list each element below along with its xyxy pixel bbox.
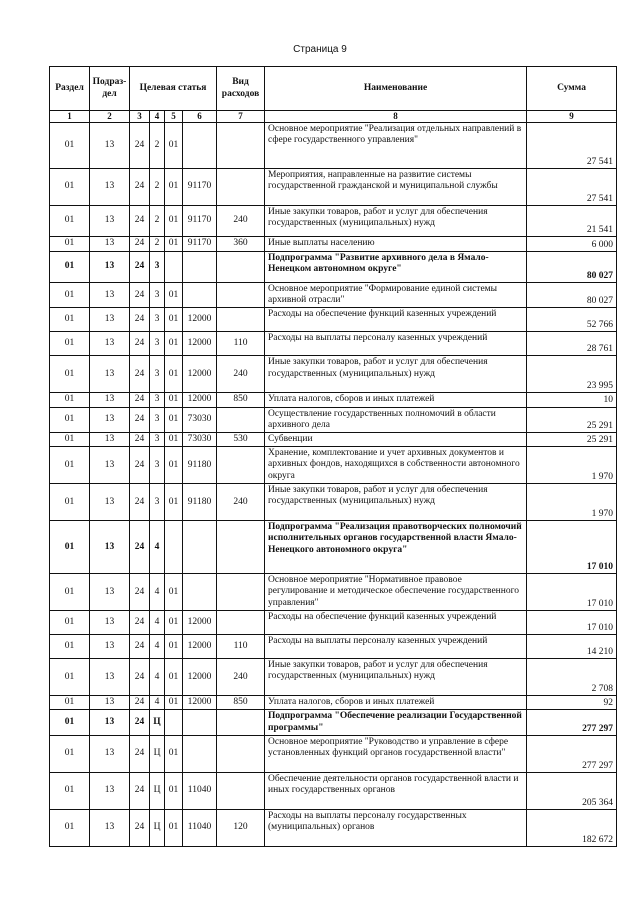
row-podrazdel: 13 [90, 735, 130, 772]
table-row [50, 710, 617, 735]
row-vid-rashodov [217, 772, 265, 809]
row-naimenovanie: Основное мероприятие "Формирование единой системы архивной отрасли" [265, 283, 527, 308]
row-podrazdel: 13 [90, 393, 130, 407]
row-podrazdel: 13 [90, 710, 130, 735]
row-summa: 27 541 [527, 123, 617, 169]
row-celevaya-4: 12000 [183, 393, 217, 407]
row-vid-rashodov [217, 308, 265, 332]
row-celevaya-2: 3 [150, 283, 165, 308]
row-vid-rashodov: 120 [217, 809, 265, 846]
table-row [50, 484, 617, 521]
row-vid-rashodov [217, 710, 265, 735]
row-razdel: 01 [50, 433, 90, 447]
table-row [50, 635, 617, 659]
table-row [50, 696, 617, 710]
row-celevaya-1: 24 [130, 169, 150, 206]
row-summa: 1 970 [527, 484, 617, 521]
row-summa: 205 364 [527, 772, 617, 809]
col-number: 1 [50, 111, 90, 123]
row-celevaya-1: 24 [130, 735, 150, 772]
row-celevaya-1: 24 [130, 237, 150, 252]
row-celevaya-3 [165, 252, 183, 283]
row-celevaya-2: 4 [150, 635, 165, 659]
row-razdel: 01 [50, 635, 90, 659]
row-razdel: 01 [50, 574, 90, 611]
row-summa: 80 027 [527, 283, 617, 308]
row-razdel: 01 [50, 123, 90, 169]
row-vid-rashodov [217, 169, 265, 206]
row-celevaya-1: 24 [130, 710, 150, 735]
row-celevaya-4 [183, 574, 217, 611]
row-celevaya-3: 01 [165, 574, 183, 611]
row-celevaya-4: 12000 [183, 356, 217, 393]
row-razdel: 01 [50, 659, 90, 696]
row-vid-rashodov [217, 283, 265, 308]
row-vid-rashodov: 360 [217, 237, 265, 252]
row-vid-rashodov: 530 [217, 433, 265, 447]
header-summa: Сумма [527, 67, 617, 111]
row-naimenovanie: Расходы на обеспечение функций казенных учреждений [265, 611, 527, 635]
row-celevaya-3: 01 [165, 237, 183, 252]
row-celevaya-1: 24 [130, 407, 150, 432]
row-summa: 182 672 [527, 809, 617, 846]
row-celevaya-3: 01 [165, 169, 183, 206]
table-row [50, 206, 617, 237]
row-razdel: 01 [50, 809, 90, 846]
table-row [50, 169, 617, 206]
header-row [50, 67, 617, 111]
row-naimenovanie: Иные закупки товаров, работ и услуг для обеспечения государственных (муниципальных) нужд [265, 484, 527, 521]
row-podrazdel: 13 [90, 447, 130, 484]
table-row [50, 407, 617, 432]
row-celevaya-3: 01 [165, 484, 183, 521]
row-summa: 17 010 [527, 574, 617, 611]
row-naimenovanie: Осуществление государственных полномочий в области архивного дела [265, 407, 527, 432]
table-row [50, 574, 617, 611]
table-row [50, 308, 617, 332]
row-celevaya-3: 01 [165, 809, 183, 846]
row-razdel: 01 [50, 484, 90, 521]
row-summa: 277 297 [527, 710, 617, 735]
row-celevaya-4: 91170 [183, 169, 217, 206]
row-celevaya-4: 12000 [183, 696, 217, 710]
row-naimenovanie: Иные закупки товаров, работ и услуг для обеспечения государственных (муниципальных) нужд [265, 206, 527, 237]
row-summa: 6 000 [527, 237, 617, 252]
header-razdel: Раздел [50, 67, 90, 111]
row-celevaya-2: 3 [150, 447, 165, 484]
table-row [50, 447, 617, 484]
row-podrazdel: 13 [90, 252, 130, 283]
table-row [50, 521, 617, 574]
row-naimenovanie: Основное мероприятие "Реализация отдельных направлений в сфере государственного управления" [265, 123, 527, 169]
row-podrazdel: 13 [90, 169, 130, 206]
row-vid-rashodov: 110 [217, 332, 265, 356]
row-celevaya-2: 2 [150, 169, 165, 206]
table-row [50, 393, 617, 407]
header-celevaya-statya: Целевая статья [130, 67, 217, 111]
row-celevaya-4 [183, 252, 217, 283]
row-podrazdel: 13 [90, 696, 130, 710]
row-celevaya-3: 01 [165, 659, 183, 696]
row-celevaya-1: 24 [130, 484, 150, 521]
budget-table [49, 66, 617, 847]
row-razdel: 01 [50, 206, 90, 237]
row-celevaya-1: 24 [130, 696, 150, 710]
row-naimenovanie: Мероприятия, направленные на развитие системы государственной гражданской и муниципальной службы [265, 169, 527, 206]
row-summa: 21 541 [527, 206, 617, 237]
row-celevaya-3: 01 [165, 206, 183, 237]
row-celevaya-3: 01 [165, 447, 183, 484]
row-celevaya-2: Ц [150, 710, 165, 735]
row-celevaya-3 [165, 521, 183, 574]
row-celevaya-1: 24 [130, 433, 150, 447]
row-celevaya-4: 11040 [183, 809, 217, 846]
table-row [50, 659, 617, 696]
table-row [50, 772, 617, 809]
row-celevaya-3: 01 [165, 433, 183, 447]
row-razdel: 01 [50, 332, 90, 356]
col-number: 4 [150, 111, 165, 123]
row-celevaya-4: 12000 [183, 659, 217, 696]
row-celevaya-4 [183, 735, 217, 772]
row-podrazdel: 13 [90, 521, 130, 574]
row-celevaya-1: 24 [130, 635, 150, 659]
row-celevaya-2: Ц [150, 735, 165, 772]
col-number: 5 [165, 111, 183, 123]
row-podrazdel: 13 [90, 407, 130, 432]
table-row [50, 356, 617, 393]
row-razdel: 01 [50, 308, 90, 332]
row-celevaya-2: 4 [150, 574, 165, 611]
row-celevaya-1: 24 [130, 393, 150, 407]
row-celevaya-2: 3 [150, 308, 165, 332]
row-celevaya-3: 01 [165, 611, 183, 635]
row-celevaya-1: 24 [130, 574, 150, 611]
row-celevaya-2: 3 [150, 252, 165, 283]
row-podrazdel: 13 [90, 123, 130, 169]
row-celevaya-3 [165, 710, 183, 735]
row-naimenovanie: Субвенции [265, 433, 527, 447]
row-celevaya-3: 01 [165, 332, 183, 356]
table-row [50, 252, 617, 283]
row-vid-rashodov [217, 252, 265, 283]
header-naimenovanie: Наименование [265, 67, 527, 111]
row-celevaya-4 [183, 123, 217, 169]
row-celevaya-1: 24 [130, 332, 150, 356]
row-summa: 52 766 [527, 308, 617, 332]
row-celevaya-3: 01 [165, 283, 183, 308]
row-razdel: 01 [50, 696, 90, 710]
row-naimenovanie: Расходы на выплаты персоналу казенных учреждений [265, 332, 527, 356]
row-celevaya-1: 24 [130, 611, 150, 635]
row-vid-rashodov [217, 521, 265, 574]
row-celevaya-1: 24 [130, 521, 150, 574]
row-vid-rashodov: 240 [217, 356, 265, 393]
row-podrazdel: 13 [90, 574, 130, 611]
row-celevaya-3: 01 [165, 635, 183, 659]
page-number-label: Страница 9 [293, 44, 347, 55]
row-razdel: 01 [50, 252, 90, 283]
row-celevaya-4 [183, 710, 217, 735]
row-celevaya-4 [183, 283, 217, 308]
row-vid-rashodov: 240 [217, 484, 265, 521]
table-row [50, 123, 617, 169]
row-celevaya-4: 91170 [183, 206, 217, 237]
row-celevaya-1: 24 [130, 283, 150, 308]
row-naimenovanie: Расходы на выплаты персоналу государственных (муниципальных) органов [265, 809, 527, 846]
row-vid-rashodov: 240 [217, 659, 265, 696]
row-celevaya-2: 2 [150, 123, 165, 169]
row-celevaya-2: 4 [150, 521, 165, 574]
row-vid-rashodov: 850 [217, 393, 265, 407]
row-vid-rashodov [217, 574, 265, 611]
row-podrazdel: 13 [90, 332, 130, 356]
table-row [50, 611, 617, 635]
row-celevaya-2: 3 [150, 356, 165, 393]
row-celevaya-2: 3 [150, 393, 165, 407]
header-podrazdel: Подраз-дел [90, 67, 130, 111]
row-summa: 1 970 [527, 447, 617, 484]
row-celevaya-3: 01 [165, 308, 183, 332]
row-vid-rashodov [217, 611, 265, 635]
row-celevaya-1: 24 [130, 659, 150, 696]
row-razdel: 01 [50, 735, 90, 772]
row-celevaya-3: 01 [165, 696, 183, 710]
table-row [50, 237, 617, 252]
row-celevaya-1: 24 [130, 252, 150, 283]
row-podrazdel: 13 [90, 611, 130, 635]
row-celevaya-4 [183, 521, 217, 574]
row-podrazdel: 13 [90, 283, 130, 308]
row-razdel: 01 [50, 521, 90, 574]
row-celevaya-4: 73030 [183, 407, 217, 432]
column-number-row [50, 111, 617, 123]
row-naimenovanie: Хранение, комплектование и учет архивных документов и архивных фондов, находящихся в собственности автономного округа [265, 447, 527, 484]
row-naimenovanie: Иные закупки товаров, работ и услуг для обеспечения государственных (муниципальных) нужд [265, 659, 527, 696]
row-summa: 92 [527, 696, 617, 710]
row-celevaya-1: 24 [130, 809, 150, 846]
row-naimenovanie: Подпрограмма "Реализация правотворческих полномочий исполнительных органов государственной власти Ямало-Ненецкого автономного округа" [265, 521, 527, 574]
row-vid-rashodov: 110 [217, 635, 265, 659]
row-summa: 2 708 [527, 659, 617, 696]
row-celevaya-3: 01 [165, 772, 183, 809]
row-podrazdel: 13 [90, 308, 130, 332]
table-row [50, 332, 617, 356]
row-podrazdel: 13 [90, 659, 130, 696]
row-celevaya-3: 01 [165, 407, 183, 432]
row-razdel: 01 [50, 611, 90, 635]
row-celevaya-3: 01 [165, 735, 183, 772]
row-celevaya-2: 4 [150, 659, 165, 696]
row-summa: 27 541 [527, 169, 617, 206]
row-naimenovanie: Иные выплаты населению [265, 237, 527, 252]
row-celevaya-4: 91170 [183, 237, 217, 252]
row-naimenovanie: Уплата налогов, сборов и иных платежей [265, 696, 527, 710]
col-number: 3 [130, 111, 150, 123]
row-naimenovanie: Расходы на выплаты персоналу казенных учреждений [265, 635, 527, 659]
row-podrazdel: 13 [90, 237, 130, 252]
row-celevaya-1: 24 [130, 206, 150, 237]
row-summa: 25 291 [527, 407, 617, 432]
row-vid-rashodov [217, 407, 265, 432]
row-celevaya-4: 91180 [183, 484, 217, 521]
col-number: 6 [183, 111, 217, 123]
row-summa: 14 210 [527, 635, 617, 659]
row-celevaya-4: 12000 [183, 332, 217, 356]
row-celevaya-2: 2 [150, 237, 165, 252]
row-vid-rashodov [217, 123, 265, 169]
row-razdel: 01 [50, 710, 90, 735]
row-vid-rashodov: 240 [217, 206, 265, 237]
row-celevaya-2: Ц [150, 772, 165, 809]
row-celevaya-2: 3 [150, 433, 165, 447]
row-podrazdel: 13 [90, 635, 130, 659]
row-celevaya-2: 4 [150, 611, 165, 635]
row-celevaya-2: 3 [150, 332, 165, 356]
row-razdel: 01 [50, 283, 90, 308]
row-summa: 17 010 [527, 611, 617, 635]
row-razdel: 01 [50, 447, 90, 484]
row-naimenovanie: Обеспечение деятельности органов государственной власти и иных государственных органов [265, 772, 527, 809]
row-celevaya-2: Ц [150, 809, 165, 846]
row-celevaya-3: 01 [165, 123, 183, 169]
col-number: 2 [90, 111, 130, 123]
row-naimenovanie: Основное мероприятие "Нормативное правовое регулирование и методическое обеспечение государственного управления" [265, 574, 527, 611]
row-naimenovanie: Уплата налогов, сборов и иных платежей [265, 393, 527, 407]
table-row [50, 735, 617, 772]
row-podrazdel: 13 [90, 809, 130, 846]
row-celevaya-1: 24 [130, 123, 150, 169]
row-naimenovanie: Иные закупки товаров, работ и услуг для обеспечения государственных (муниципальных) нужд [265, 356, 527, 393]
row-celevaya-4: 11040 [183, 772, 217, 809]
row-podrazdel: 13 [90, 433, 130, 447]
table-row [50, 283, 617, 308]
row-podrazdel: 13 [90, 356, 130, 393]
row-celevaya-4: 73030 [183, 433, 217, 447]
row-naimenovanie: Подпрограмма "Обеспечение реализации Государственной программы" [265, 710, 527, 735]
row-celevaya-4: 91180 [183, 447, 217, 484]
row-celevaya-2: 3 [150, 407, 165, 432]
row-razdel: 01 [50, 237, 90, 252]
header-vid-rashodov: Вид расходов [217, 67, 265, 111]
row-celevaya-1: 24 [130, 308, 150, 332]
row-razdel: 01 [50, 356, 90, 393]
row-celevaya-2: 3 [150, 484, 165, 521]
row-summa: 23 995 [527, 356, 617, 393]
row-celevaya-1: 24 [130, 772, 150, 809]
row-summa: 277 297 [527, 735, 617, 772]
row-vid-rashodov [217, 447, 265, 484]
row-naimenovanie: Подпрограмма "Развитие архивного дела в Ямало-Ненецком автономном округе" [265, 252, 527, 283]
row-celevaya-1: 24 [130, 447, 150, 484]
row-podrazdel: 13 [90, 772, 130, 809]
row-vid-rashodov [217, 735, 265, 772]
row-celevaya-2: 4 [150, 696, 165, 710]
row-summa: 80 027 [527, 252, 617, 283]
row-summa: 10 [527, 393, 617, 407]
row-celevaya-3: 01 [165, 356, 183, 393]
row-razdel: 01 [50, 393, 90, 407]
table-row [50, 809, 617, 846]
row-summa: 25 291 [527, 433, 617, 447]
row-vid-rashodov: 850 [217, 696, 265, 710]
table-row [50, 433, 617, 447]
row-podrazdel: 13 [90, 484, 130, 521]
row-celevaya-4: 12000 [183, 611, 217, 635]
col-number: 7 [217, 111, 265, 123]
row-naimenovanie: Основное мероприятие "Руководство и управление в сфере установленных функций органов государственной власти" [265, 735, 527, 772]
row-naimenovanie: Расходы на обеспечение функций казенных учреждений [265, 308, 527, 332]
row-razdel: 01 [50, 772, 90, 809]
row-celevaya-4: 12000 [183, 635, 217, 659]
row-celevaya-3: 01 [165, 393, 183, 407]
row-podrazdel: 13 [90, 206, 130, 237]
col-number: 8 [265, 111, 527, 123]
row-summa: 17 010 [527, 521, 617, 574]
row-celevaya-4: 12000 [183, 308, 217, 332]
row-celevaya-1: 24 [130, 356, 150, 393]
row-razdel: 01 [50, 407, 90, 432]
col-number: 9 [527, 111, 617, 123]
row-summa: 28 761 [527, 332, 617, 356]
row-celevaya-2: 2 [150, 206, 165, 237]
row-razdel: 01 [50, 169, 90, 206]
